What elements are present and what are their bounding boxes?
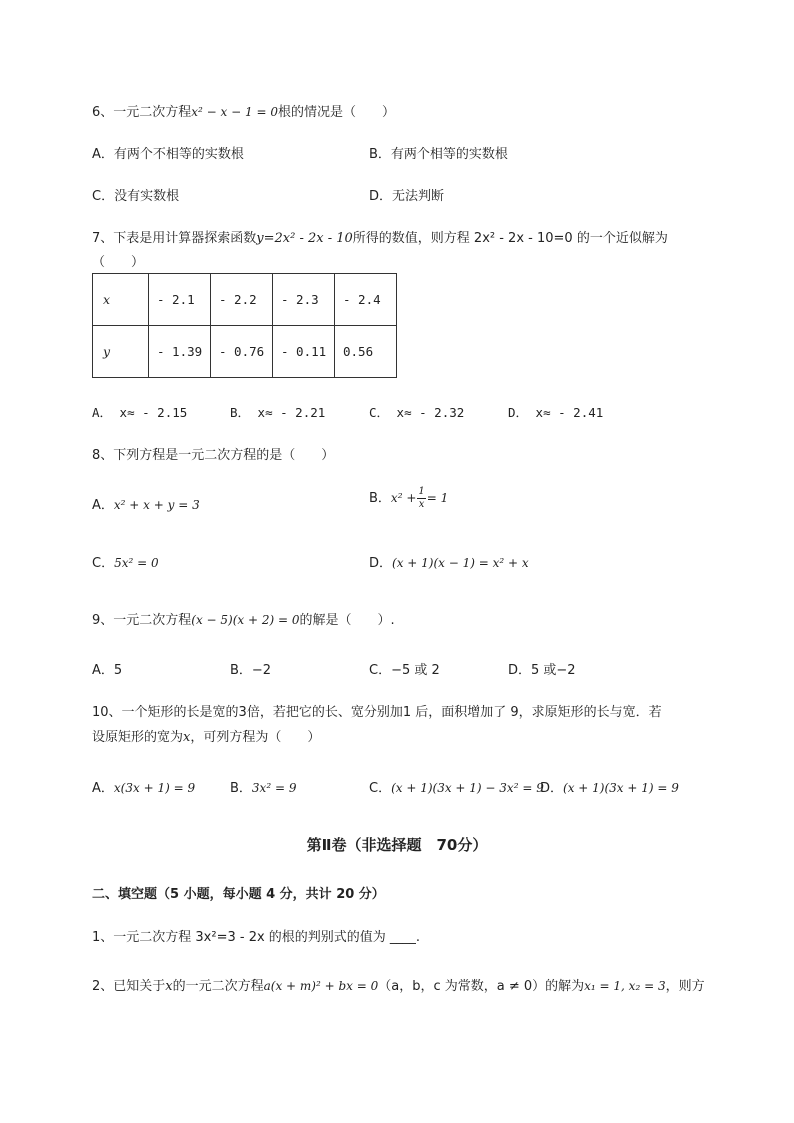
q8-option-b [369,486,448,511]
q8-option-c-math: 5x² = 0 [114,556,159,570]
q9-option-a: A．5 [92,663,123,678]
table-cell: 0.56 [335,326,397,378]
fill-q2 [92,975,705,994]
q7-option-c: C． x≈ - 2.32 [369,405,465,420]
table-row-y [93,326,397,378]
q6-option-c: C．没有实数根 [92,189,180,204]
q6-suffix: 根的情况是（ ） [277,105,395,120]
fill-q2-part1: 2、已知关于 [92,979,166,994]
table-cell: - 0.11 [273,326,335,378]
part2-heading: 二、填空题（5 小题，每小题 4 分，共计 20 分） [92,887,385,902]
q10-variable: x [183,730,191,745]
q9-prefix: 9、一元二次方程 [92,613,192,628]
q8-option-d [369,552,529,571]
q10-option-d [540,777,679,796]
q6-equation: x² − x − 1 = 0 [191,105,278,119]
q10-option-d-math: (x + 1)(3x + 1) = 9 [563,781,679,795]
fraction-denominator: x [418,499,425,510]
q7-stem [92,227,668,246]
q7-option-b: B． x≈ - 2.21 [230,405,326,420]
q6-stem [92,101,395,120]
option-label: B． [230,781,252,796]
option-label: B． [369,491,391,506]
q8-option-a [92,494,200,513]
fraction-numerator: 1 [418,486,425,497]
q8-option-b-pre: x² + [390,491,417,505]
q9-equation: (x − 5)(x + 2) = 0 [191,613,300,627]
q10-option-a [92,777,195,796]
table-header-y: y [93,326,149,378]
q7-stem-part1: 7、下表是用计算器探索函数 [92,231,257,246]
q10-option-c-math: (x + 1)(3x + 1) − 3x² = 9 [391,781,544,795]
q6-prefix: 6、一元二次方程 [92,105,192,120]
fill-q2-variable: x [165,979,173,994]
option-label: A． [92,781,114,796]
option-label: C． [92,556,115,571]
table-cell: - 1.39 [149,326,211,378]
q8-stem: 8、下列方程是一元二次方程的是（ ） [92,448,335,463]
q8-option-a-math: x² + x + y = 3 [113,498,200,512]
table-cell: - 2.4 [335,274,397,326]
option-label: C． [369,781,392,796]
fill-q2-part2: 的一元二次方程 [172,979,264,994]
part2-title: 第Ⅱ卷（非选择题 70分） [306,836,488,854]
q7-option-d: D． x≈ - 2.41 [508,405,604,420]
fill-q2-equation: a(x + m)² + bx = 0 [263,979,379,993]
q9-option-d: D．5 或−2 [508,663,576,678]
q8-option-c [92,552,159,571]
q7-option-a: A． x≈ - 2.15 [92,405,188,420]
table-row-x [93,274,397,326]
q10-option-b [230,777,296,796]
option-label: D． [540,781,564,796]
q10-option-c [369,777,544,796]
q10-option-a-math: x(3x + 1) = 9 [113,781,196,795]
q6-option-a: A．有两个不相等的实数根 [92,147,244,162]
q10-stem-line2 [92,726,320,745]
q7-stem-part2: 所得的数值，则方程 2x² - 2x - 10=0 的一个近似解为 [352,231,668,246]
q7-paren: （ ） [92,255,145,270]
q10-stem-line1: 10、一个矩形的长是宽的3倍，若把它的长、宽分别加1 后，面积增加了 9，求原矩形的长与宽．若 [92,705,662,720]
q9-suffix: 的解是（ ）. [299,613,395,628]
option-label: D． [369,556,393,571]
q9-option-b: B．−2 [230,663,272,678]
table-cell: - 2.2 [211,274,273,326]
q9-stem [92,609,395,628]
fill-q2-solution: x₁ = 1, x₂ = 3 [584,979,666,993]
fraction [417,486,425,511]
table-cell: - 0.76 [211,326,273,378]
q10-line2-part2: ，可列方程为（ ） [190,730,321,745]
q10-line2-part1: 设原矩形的宽为 [92,730,184,745]
table-cell: - 2.3 [273,274,335,326]
q8-option-b-post: = 1 [426,491,449,505]
q9-option-c: C．−5 或 2 [369,663,440,678]
fill-q2-part3: （a，b，c 为常数，a ≠ 0）的解为 [378,979,585,994]
fill-q1: 1、一元二次方程 3x²=3 - 2x 的根的判别式的值为 ____. [92,930,421,945]
table-cell: - 2.1 [149,274,211,326]
q8-option-d-math: (x + 1)(x − 1) = x² + x [392,556,529,570]
q10-option-b-math: 3x² = 9 [251,781,297,795]
q6-option-b: B．有两个相等的实数根 [369,147,508,162]
q6-option-d: D．无法判断 [369,189,445,204]
option-label: A． [92,498,114,513]
q7-function: y=2x² - 2x - 10 [256,231,353,246]
table-header-x: x [93,274,149,326]
q7-value-table [92,273,397,378]
fill-q2-part4: ，则方 [665,979,705,994]
